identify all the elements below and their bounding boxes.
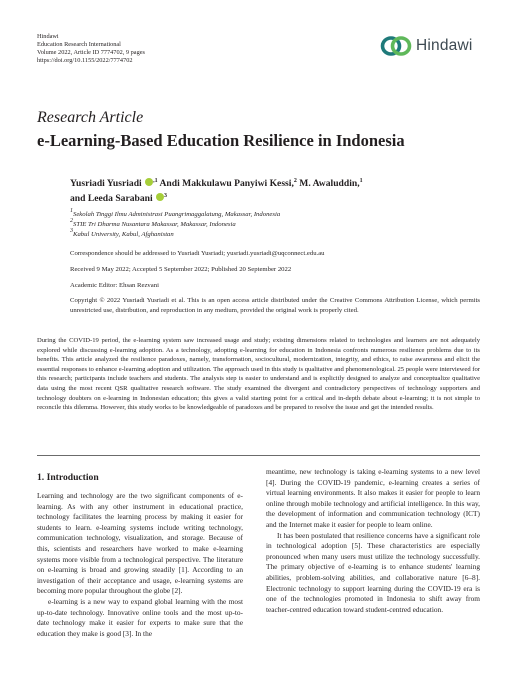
hindawi-logo-icon (380, 34, 412, 58)
volume-info: Volume 2022, Article ID 7774702, 9 pages (37, 48, 145, 56)
copyright-notice: Copyright © 2022 Yusriadi Yusriadi et al. This is an open access article distributed under the Creative Commons Attribution License, which permits unrestricted use, distribution, and reproduction in any medium, provided the original work is properly cited. (70, 297, 480, 314)
logo-wordmark: Hindawi (416, 37, 473, 54)
doi-link[interactable]: https://doi.org/10.1155/2022/7774702 (37, 56, 133, 64)
author-list (70, 176, 480, 206)
affiliation-mark: 1 (70, 208, 73, 214)
author-affiliation-mark: 3 (164, 193, 168, 199)
body-paragraph: meantime, new technology is taking e-learning systems to a new level [4]. During the COVID-19 pandemic, e-learning creates a series of virtual learning environments. It also makes it easier for people to learn online through mobile technology and artificial intelligence. In this way, the development of information and communication technology (ICT) and the Internet make it easier for people to learn online. (266, 467, 480, 529)
affiliation-list (70, 210, 280, 239)
orcid-icon[interactable] (145, 178, 153, 186)
author-affiliation-mark: ,1 (153, 178, 158, 184)
journal-name: Education Research International (37, 40, 121, 48)
body-column-right (266, 467, 480, 615)
affiliation-text: Kabul University, Kabul, Afghanistan (73, 230, 174, 238)
affiliation (70, 217, 280, 230)
hindawi-logo (380, 34, 473, 58)
article-title: e-Learning-Based Education Resilience in Indonesia (37, 131, 405, 150)
author-name[interactable]: Andi Makkulawu Panyiwi Kessi, (159, 178, 294, 189)
academic-editor: Academic Editor: Ehsan Rezvani (70, 282, 159, 289)
affiliation-text: Sekolah Tinggi Ilmu Administrasi Puangrimaggalatung, Makassar, Indonesia (73, 211, 281, 218)
publisher-name: Hindawi (37, 33, 59, 40)
orcid-icon[interactable] (156, 193, 164, 201)
affiliation (70, 210, 280, 220)
section-heading: 1. Introduction (37, 472, 99, 483)
affiliation (70, 227, 280, 240)
author-name[interactable]: and Leeda Sarabani (70, 193, 153, 204)
affiliation-mark: 3 (70, 227, 73, 234)
body-paragraph: e-learning is a new way to expand global learning with the most up-to-date technology. Innovative online tools and the most up-to-date technology make it easier for experts to make sure that the education they make is good [3]. In the (37, 596, 243, 638)
author-name[interactable]: M. Awaluddin, (299, 178, 360, 189)
author-affiliation-mark: 2 (293, 178, 297, 184)
publication-dates: Received 9 May 2022; Accepted 5 September 2022; Published 20 September 2022 (70, 266, 292, 273)
author-affiliation-mark: 1 (359, 178, 363, 184)
abstract: During the COVID-19 period, the e-learning system saw increased usage and study; existing dimensions related to technologies and learners are not adequately explored while discussing e-learning adoption. As a technology, adopting e-learning for education in Indonesia confronts numerous resilience problems due to its benefits. This article analyzed the resilience paradoxes, namely, transformation, sociocultural, modernization, integrity, and ethics, to raise awareness and elicit the essential responses to enhance e-learning adoption and utilization. The approach used in this study is qualitative and phenomenological. 25 people were interviewed for this research; participants include teachers and students. The analysis step is easier to understand and is explicitly designed to analyze and conceptualize qualitative data using the most recent QSR qualitative research software. The study examined the divergent and contradictory perspectives of technology supporters and technology doubters on e-learning in Indonesian education; this gives a valid starting point for a critical and in-depth debate about e-learning; it is not simple to reconcile this dilemma. However, this study works to be knowledgeable of paradoxes and be prepared to resolve the issue and get the intended results. (37, 337, 480, 412)
affiliation-text: STIE Tri Dharma Nusantara Makassar, Makassar, Indonesia (73, 220, 236, 228)
journal-header (37, 33, 145, 65)
author-name[interactable]: Yusriadi Yusriadi (70, 178, 142, 189)
body-column-left (37, 491, 243, 639)
article-type: Research Article (37, 109, 144, 126)
affiliation-mark: 2 (70, 217, 73, 224)
body-paragraph: Learning and technology are the two significant components of e-learning. As with any other instrument in educational practice, technology facilitates the learning process by making it easier for students to learn. e-learning systems include writing technology, communication technology, visualization, and storage. Because of this, scientists and researchers have worked to make e-learning systems more visible from a technological perspective. The literature on e-learning is broad and growing steadily [1]. According to an investigation of their acceptance and usage, e-learning systems are becoming more popular throughout the globe [2]. (37, 491, 243, 596)
section-divider (37, 455, 480, 456)
correspondence: Correspondence should be addressed to Yusriadi Yusriadi; yusriadi.yusriadi@uqconnect.edu.au (70, 250, 325, 257)
body-paragraph: It has been postulated that resilience concerns have a significant role in technological adoption [5]. These characteristics are especially pronounced when many users must utilize the technology successfully. The primary objective of e-learning is to enhance students' learning abilities, problem-solving abilities, and collaborative nature [6–8]. Electronic technology to support learning during the COVID-19 era is one of the technologies promoted in Indonesia to shift away from teacher-centred education toward student-centred education. (266, 530, 480, 614)
